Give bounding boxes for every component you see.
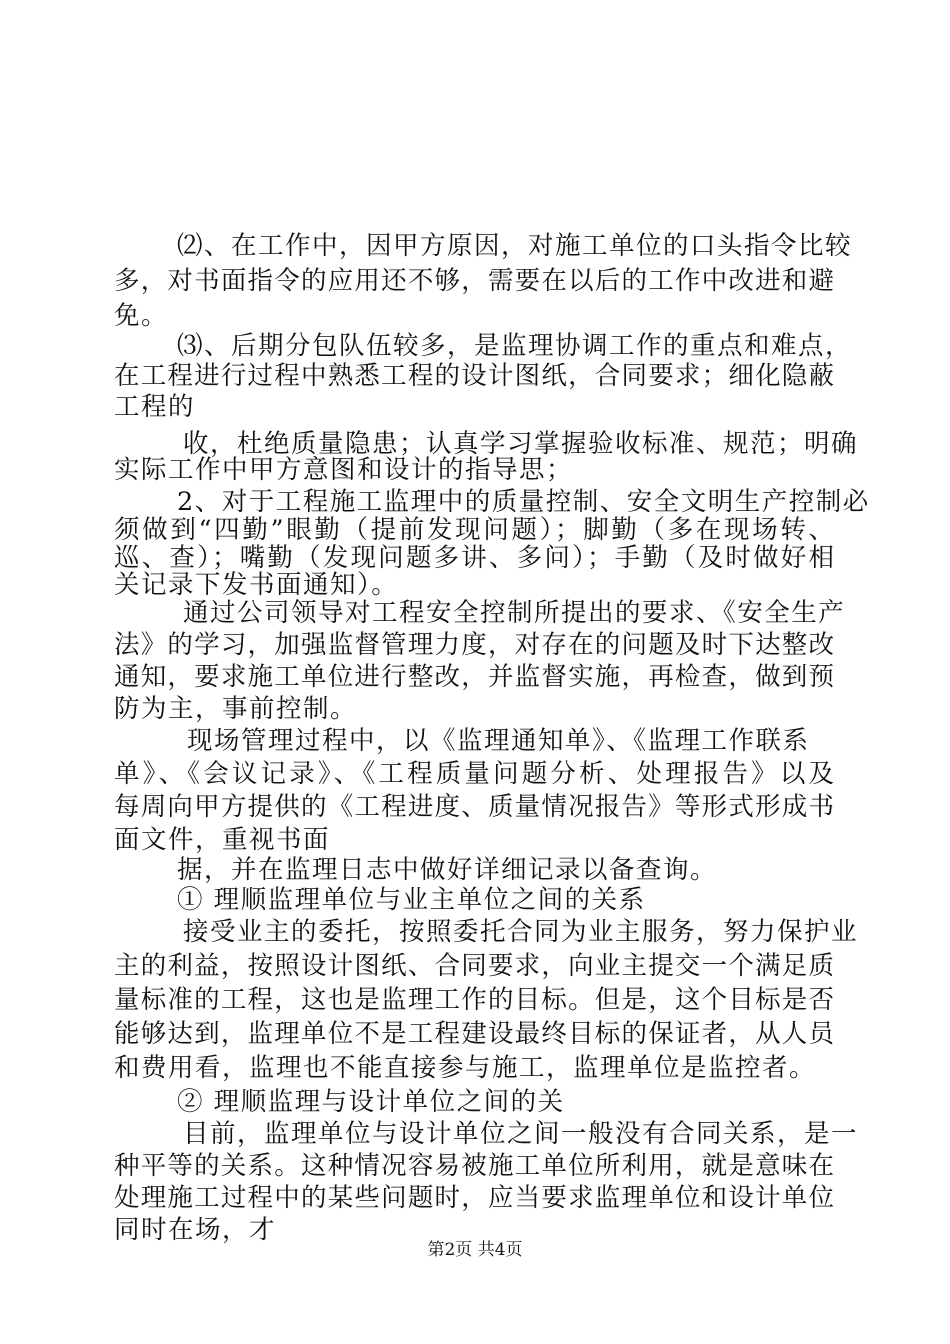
text-line: 法》的学习，加强监督管理力度，对存在的问题及时下达整改 [114, 630, 834, 660]
text-line: 工程的 [114, 392, 196, 422]
text-line: 和费用看，监理也不能直接参与施工，监理单位是监控者。 [114, 1053, 817, 1083]
text-line: 接受业主的委托，按照委托合同为业主服务，努力保护业 [183, 917, 859, 947]
text-line: 2、对于工程施工监理中的质量控制、安全文明生产控制必 [177, 487, 870, 517]
text-line: 巡、查）；嘴勤（发现问题多讲、多问）；手勤（及时做好相 [114, 543, 834, 573]
text-line: 处理施工过程中的某些问题时，应当要求监理单位和设计单位 [114, 1183, 834, 1213]
text-line: 现场管理过程中，以《监理通知单》、《监理工作联系 [187, 726, 810, 756]
text-line: 每周向甲方提供的《工程进度、质量情况报告》等形式形成书 [114, 792, 834, 822]
text-line: ① 理顺监理单位与业主单位之间的关系 [177, 885, 646, 915]
text-line: 收，杜绝质量隐患；认真学习掌握验收标准、规范；明确 [183, 429, 859, 459]
text-line: 防为主，事前控制。 [114, 694, 358, 724]
text-line: ⑶、后期分包队伍较多，是监理协调工作的重点和难点， [177, 331, 853, 361]
text-line: 须做到“四勤”眼勤（提前发现问题）；脚勤（多在现场转、 [114, 515, 834, 545]
text-line: 通过公司领导对工程安全控制所提出的要求、《安全生产 [183, 598, 846, 628]
text-line: 面文件，重视书面 [114, 825, 331, 855]
text-line: ⑵、在工作中，因甲方原因，对施工单位的口头指令比较 [177, 231, 853, 261]
text-line: 单》、《会议记录》、《工程质量问题分析、处理报告》以及 [114, 759, 834, 789]
text-line: 通知，要求施工单位进行整改，并监督实施，再检查，做到预 [114, 662, 834, 692]
page-footer: 第2页 共4页 [427, 1240, 523, 1260]
text-line: 在工程进行过程中熟悉工程的设计图纸，合同要求；细化隐蔽 [114, 361, 834, 391]
text-line: 据，并在监理日志中做好详细记录以备查询。 [177, 855, 718, 885]
text-line: 量标准的工程，这也是监理工作的目标。但是，这个目标是否 [114, 985, 834, 1015]
text-line: 种平等的关系。这种情况容易被施工单位所利用，就是意味在 [114, 1151, 834, 1181]
text-line: 主的利益，按照设计图纸、合同要求，向业主提交一个满足质 [114, 951, 834, 981]
text-line: 多，对书面指令的应用还不够，需要在以后的工作中改进和避 [114, 266, 834, 296]
text-line: 免。 [114, 301, 169, 331]
text-line: ② 理顺监理与设计单位之间的关 [177, 1087, 565, 1117]
text-line: 目前，监理单位与设计单位之间一般没有合同关系，是一 [183, 1119, 859, 1149]
text-line: 同时在场，才 [114, 1215, 277, 1245]
text-line: 能够达到，监理单位不是工程建设最终目标的保证者，从人员 [114, 1019, 834, 1049]
text-line: 实际工作中甲方意图和设计的指导思； [114, 455, 574, 485]
text-line: 关记录下发书面通知）。 [114, 570, 399, 600]
